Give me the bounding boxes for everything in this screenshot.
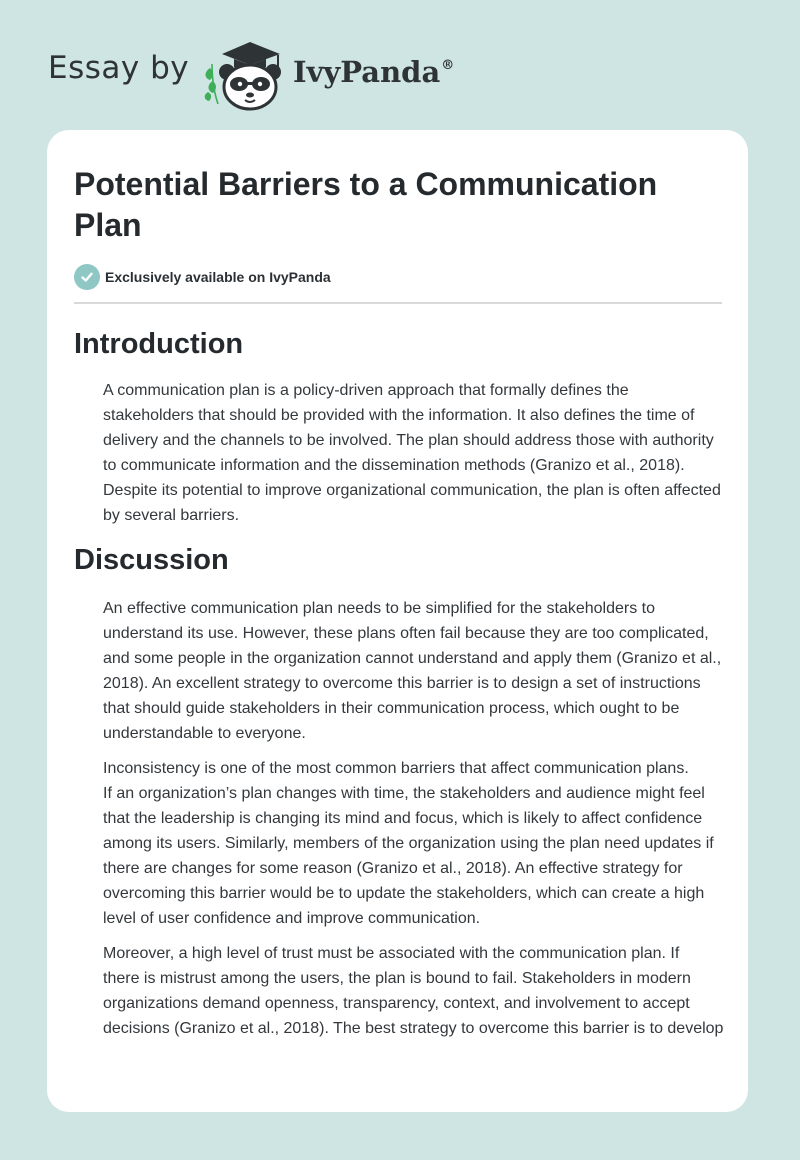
text-line: organizations demand openness, transparency, context, and involvement to accept: [103, 995, 690, 1012]
essay-by-label: Essay by: [48, 50, 190, 86]
text-line: among its users. Similarly, members of the organization using the plan need updates if: [103, 835, 714, 852]
text-line: there are changes for some reason (Granizo et al., 2018). An effective strategy for: [103, 860, 683, 877]
text-line: Inconsistency is one of the most common barriers that affect communication plans.: [103, 760, 689, 777]
title-line: Potential Barriers to a Communication: [74, 166, 658, 202]
checkmark-icon: [74, 264, 100, 290]
section-heading-introduction: Introduction: [74, 328, 244, 360]
paragraph: [74, 756, 722, 931]
section-heading-discussion: Discussion: [74, 544, 229, 576]
text-line: level of user confidence and improve communication.: [103, 910, 481, 927]
text-line: overcoming this barrier would be to update the stakeholders, which can create a high: [103, 885, 705, 902]
text-line: Moreover, a high level of trust must be associated with the communication plan. If: [103, 945, 680, 962]
title-line: Plan: [74, 207, 142, 243]
ivy-leaf-icon: [205, 64, 218, 104]
text-line: Despite its potential to improve organizational communication, the plan is often affected: [103, 482, 721, 499]
text-line: understand its use. However, these plans often fail because they are too complicated,: [103, 625, 709, 642]
exclusive-badge: [74, 263, 331, 291]
brand-name: IvyPanda: [293, 55, 441, 89]
exclusive-badge-label: Exclusively available on IvyPanda: [105, 269, 331, 285]
registered-mark: ®: [441, 58, 455, 74]
text-line: An effective communication plan needs to be simplified for the stakeholders to: [103, 600, 656, 617]
text-line: that the leadership is changing its mind and focus, which is likely to affect confidence: [103, 810, 703, 827]
text-line: to communicate information and the dissemination methods (Granizo et al., 2018).: [103, 457, 685, 474]
text-line: If an organization’s plan changes with time, the stakeholders and audience might feel: [103, 785, 705, 802]
divider: [74, 302, 722, 304]
brand-logo-text[interactable]: [293, 55, 454, 89]
site-header: [0, 0, 800, 130]
text-line: that should guide stakeholders in their communication process, which ought to be: [103, 700, 680, 717]
page-title: [74, 164, 722, 246]
text-line: stakeholders that should be provided with the information. It also defines the time of: [103, 407, 695, 424]
text-line: and some people in the organization cannot understand and apply them (Granizo et al.,: [103, 650, 722, 667]
text-line: 2018). An excellent strategy to overcome this barrier is to design a set of instructions: [103, 675, 701, 692]
text-line: by several barriers.: [103, 507, 240, 524]
essay-body: [74, 323, 722, 1041]
panda-graduate-icon[interactable]: [200, 34, 292, 112]
text-line: understandable to everyone.: [103, 725, 306, 742]
paragraph: [74, 378, 722, 528]
text-line: delivery and the channels to be involved. The plan should address those with authority: [103, 432, 714, 449]
paragraph: [74, 941, 722, 1041]
text-line: A communication plan is a policy-driven approach that formally defines the: [103, 382, 629, 399]
paragraph: [74, 596, 722, 746]
text-line: there is mistrust among the users, the plan is bound to fail. Stakeholders in modern: [103, 970, 691, 987]
essay-card: [47, 130, 748, 1112]
text-line: decisions (Granizo et al., 2018). The best strategy to overcome this barrier is to develop: [103, 1020, 724, 1037]
